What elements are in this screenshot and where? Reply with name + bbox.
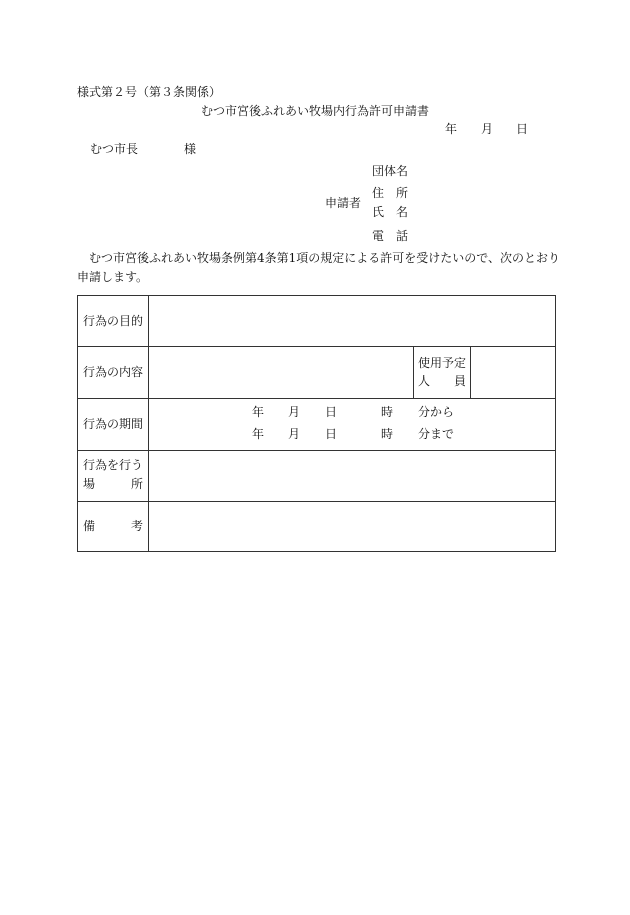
planned-people-label-2: 人 員 [418,374,467,388]
row-divider [78,398,555,399]
period-from-month: 月 [288,405,301,419]
application-table [77,295,556,552]
date-day: 日 [516,122,529,136]
period-from-hour: 時 [381,405,394,419]
applicant-label: 申請者 [325,196,362,210]
purpose-label: 行為の目的 [83,314,144,328]
period-from-year: 年 [252,405,265,419]
column-divider [470,346,471,398]
period-until-hour: 時 [381,427,394,441]
place-label-1: 行為を行う [83,458,144,472]
period-from-minute: 分から [418,405,455,419]
body-text-line2: 申請します。 [77,270,149,284]
applicant-name-label: 氏 名 [372,205,409,219]
column-divider [148,296,149,551]
content-label: 行為の内容 [83,365,144,379]
applicant-address-label: 住 所 [372,186,409,200]
date-year: 年 [445,122,458,136]
period-until-month: 月 [288,427,301,441]
date-month: 月 [481,122,494,136]
period-until-year: 年 [252,427,265,441]
place-label-2: 場 所 [83,477,144,491]
remarks-label: 備 考 [83,519,144,533]
period-until-day: 日 [325,427,338,441]
row-divider [78,346,555,347]
row-divider [78,450,555,451]
period-until-minute: 分まで [418,427,455,441]
addressee-name: むつ市長 [90,142,139,156]
form-number: 様式第２号（第３条関係） [77,85,222,99]
planned-people-label-1: 使用予定 [418,356,467,370]
body-text-line1: むつ市宮後ふれあい牧場条例第4条第1項の規定による許可を受けたいので、次のとおり [89,251,561,265]
period-label: 行為の期間 [83,417,144,431]
document-title: むつ市宮後ふれあい牧場内行為許可申請書 [201,104,430,118]
column-divider [413,346,414,398]
addressee-honorific: 様 [184,142,197,156]
applicant-phone-label: 電 話 [372,229,409,243]
period-from-day: 日 [325,405,338,419]
row-divider [78,501,555,502]
applicant-group-name-label: 団体名 [372,164,409,178]
